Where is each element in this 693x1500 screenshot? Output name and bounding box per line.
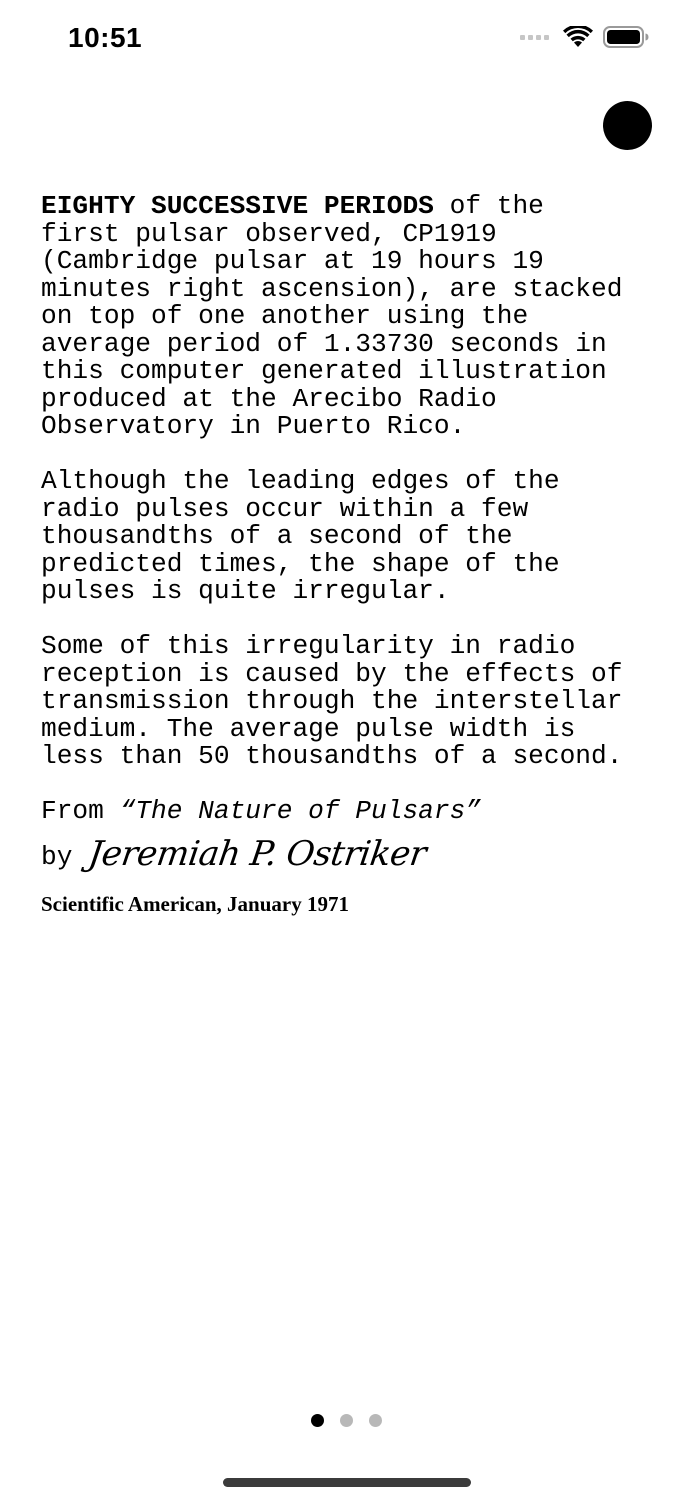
status-icons [520,26,649,48]
publication-credit: Scientific American, January 1971 [41,891,349,916]
page-indicator[interactable] [0,1414,693,1427]
author-signature: Jeremiah P. Ostriker [86,833,429,874]
paragraph-2: Although the leading edges of the radio pulses occur within a few thousandths of a second of the predicted times, the shape of the pulses is quite irregular. [41,466,560,606]
article-content [41,193,661,916]
page-dot-1[interactable] [311,1414,324,1427]
by-prefix: by [41,842,73,872]
source-line [41,798,661,826]
status-bar [0,0,693,80]
circle-button[interactable] [603,101,652,150]
battery-icon [603,26,649,48]
wifi-icon [563,26,593,48]
from-prefix: From [41,796,120,826]
byline [41,830,661,874]
page-dot-3[interactable] [369,1414,382,1427]
status-time: 10:51 [68,22,143,53]
paragraph-intro [41,193,661,441]
source-title: “The Nature of Pulsars” [119,796,482,826]
home-indicator[interactable] [223,1478,471,1487]
page-dot-2[interactable] [340,1414,353,1427]
signal-icon [520,35,549,40]
paragraph-3: Some of this irregularity in radio reception is caused by the effects of transmission through the interstellar medium. The average pulse width is less than 50 thousandths of a second. [41,631,623,771]
intro-text: of the first pulsar observed, CP1919 (Cambridge pulsar at 19 hours 19 minutes right ascension), are stacked on top of one another using the average period of 1.33730 seconds in this computer generated illustration produced at the Arecibo Radio Observatory in Puerto Rico. [41,191,623,441]
intro-bold-lead: EIGHTY SUCCESSIVE PERIODS [41,191,434,221]
